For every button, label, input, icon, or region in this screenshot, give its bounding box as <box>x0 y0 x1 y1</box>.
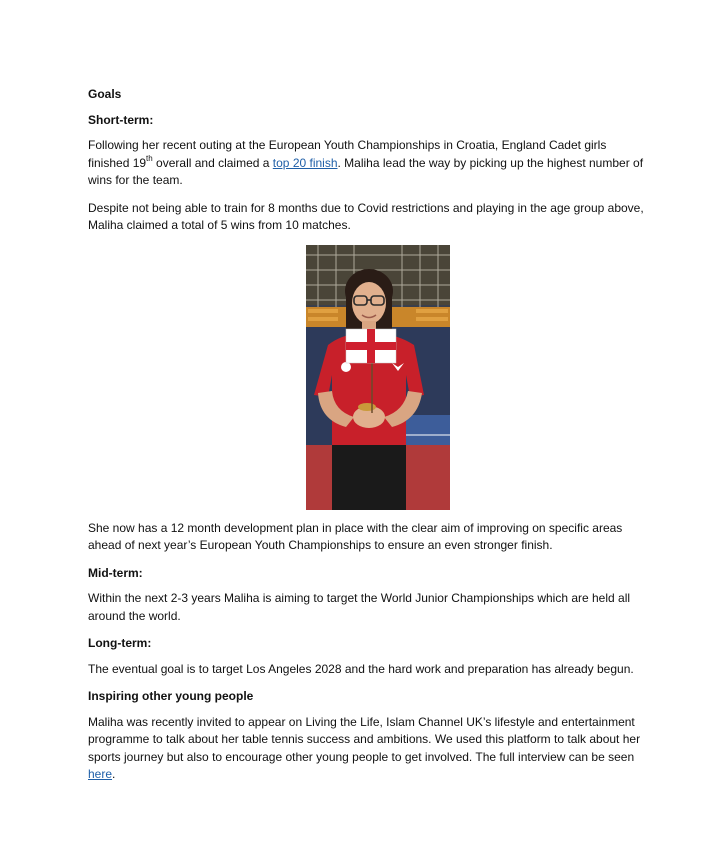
black-shorts <box>332 445 406 510</box>
flag-cross-horizontal <box>346 342 396 350</box>
paragraph-text: Following her recent outing at the European Youth Championships in Croatia, England Cadet girls finished 19 <box>88 138 607 170</box>
short-term-heading: Short-term: <box>88 112 154 127</box>
mid-term-paragraph: Within the next 2-3 years Maliha is aiming to target the World Junior Championships which are held all around the world. <box>88 591 631 623</box>
document-page <box>88 86 648 794</box>
paragraph-text: . Maliha lead the way by picking up the highest number of wins for the team. <box>88 155 644 187</box>
goals-heading: Goals <box>88 87 122 101</box>
short-term-paragraph-1 <box>88 137 648 190</box>
paragraph-text: overall and claimed a <box>152 155 273 170</box>
top-20-finish-link[interactable]: top 20 finish <box>272 155 338 170</box>
paragraph-text: . <box>112 767 116 781</box>
interview-here-link[interactable]: here <box>88 767 113 781</box>
inspiring-paragraph <box>88 714 648 784</box>
long-term-heading: Long-term: <box>88 636 152 650</box>
short-term-paragraph-3: She now has a 12 month development plan in place with the clear aim of improving on specific areas ahead of next year’s European Youth Championships to ensure an even stronger finish. <box>88 520 623 552</box>
inspiring-heading: Inspiring other young people <box>88 689 254 703</box>
shirt-badge <box>341 362 351 372</box>
player-photo <box>306 245 450 510</box>
short-term-paragraph-2: Despite not being able to train for 8 months due to Covid restrictions and playing in the age group above, Maliha claimed a total of 5 wins from 10 matches. <box>88 200 644 232</box>
long-term-paragraph: The eventual goal is to target Los Angeles 2028 and the hard work and preparation has already begun. <box>88 661 634 676</box>
player-photo-illustration <box>306 245 450 510</box>
paragraph-text: Maliha was recently invited to appear on Living the Life, Islam Channel UK’s lifestyle and entertainment programme to talk about her table tennis success and ambitions. We used this platform to talk about her sports journey but also to encourage other young people to get involved. The full interview can be seen <box>88 714 641 764</box>
ordinal-suffix: th <box>146 153 153 163</box>
trophy-medal <box>358 403 376 411</box>
mid-term-heading: Mid-term: <box>88 565 143 580</box>
